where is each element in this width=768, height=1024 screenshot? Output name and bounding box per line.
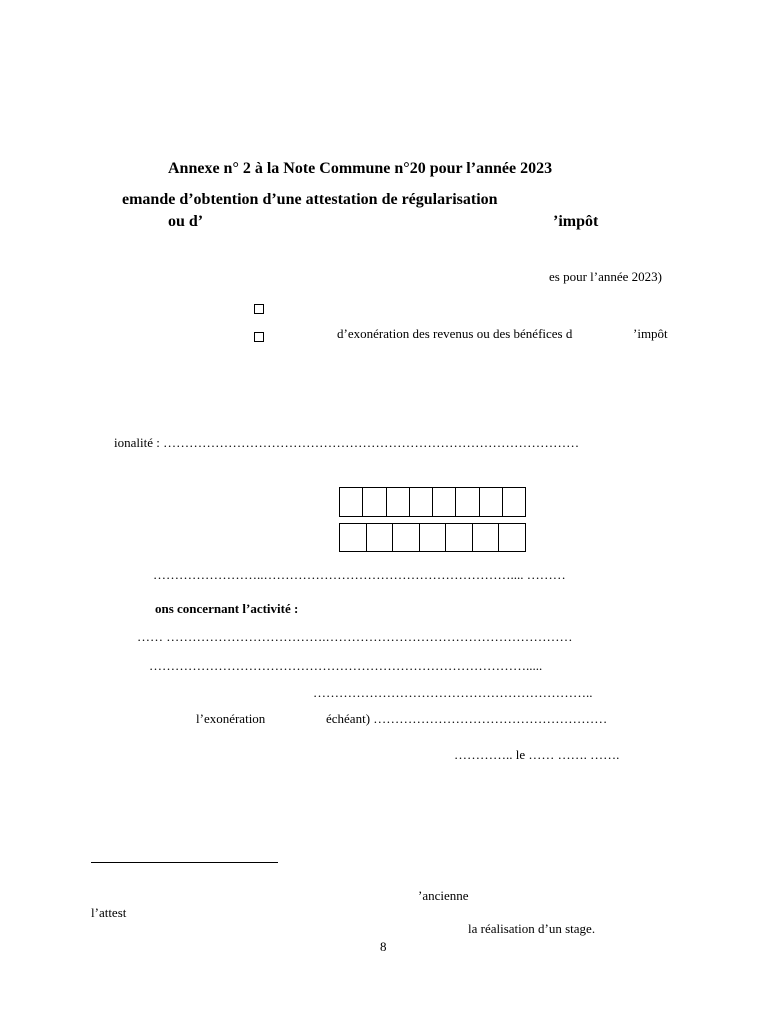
grid-cell[interactable] (503, 488, 525, 516)
grid-cell[interactable] (499, 524, 525, 551)
option-2-text: d’exonération des revenus ou des bénéfices d (337, 326, 573, 341)
grid-cell[interactable] (480, 488, 503, 516)
grid-cell[interactable] (340, 524, 367, 551)
option-2-tail: ’impôt (633, 326, 668, 341)
footnote-text-1: ’ancienne (418, 888, 469, 903)
grid-cell[interactable] (446, 524, 473, 551)
page-number: 8 (380, 939, 387, 954)
grid-cell[interactable] (393, 524, 420, 551)
grid-cell[interactable] (363, 488, 386, 516)
footnote-text-3: la réalisation d’un stage. (468, 921, 596, 936)
grid-cell[interactable] (410, 488, 433, 516)
grid-cell[interactable] (433, 488, 456, 516)
grid-cell[interactable] (387, 488, 410, 516)
subtitle-line-1: emande d’obtention d’une attestation de régularisation (122, 191, 498, 208)
exoneration-label: l’exonération (196, 711, 266, 726)
activity-heading: ons concernant l’activité : (155, 601, 299, 616)
echeant-line: échéant) ……………………………………………… (326, 711, 608, 726)
footnote-text-2: l’attest (91, 905, 127, 920)
dotted-line-1: ……………………..………………………………………………….... ……… (153, 567, 566, 582)
grid-cell[interactable] (473, 524, 500, 551)
year-note: es pour l’année 2023) (549, 269, 662, 284)
dotted-line-3: ……………………………………………………………………………..... (149, 658, 543, 673)
identifier-grid-1[interactable] (339, 487, 526, 517)
grid-cell[interactable] (340, 488, 363, 516)
option-1-checkbox[interactable] (254, 304, 264, 314)
date-line: ………….. le …… ……. ……. (454, 747, 620, 762)
grid-cell[interactable] (420, 524, 447, 551)
grid-cell[interactable] (456, 488, 479, 516)
subtitle-line-2-left: ou d’ (168, 213, 204, 230)
nationality-line: ionalité : …………………………………………………………………………………… (114, 435, 580, 450)
footnote-rule (91, 862, 278, 863)
identifier-grid-2[interactable] (339, 523, 526, 552)
subtitle-line-2-right: ’impôt (553, 213, 599, 230)
dotted-line-2: …… ……………………………….………………………………………………… (137, 629, 573, 644)
option-2-checkbox[interactable] (254, 332, 264, 342)
document-title: Annexe n° 2 à la Note Commune n°20 pour l’année 2023 (168, 160, 553, 177)
dotted-line-4: ……………………………………………………….. (313, 685, 593, 700)
grid-cell[interactable] (367, 524, 394, 551)
